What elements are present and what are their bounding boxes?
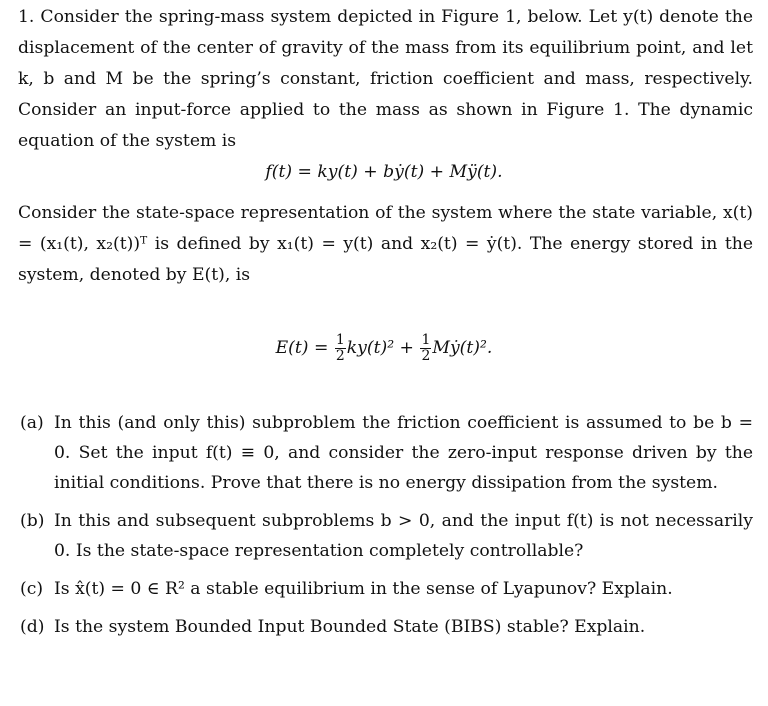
subproblem-text: Is the system Bounded Input Bounded State (BIBS) stable? Explain. (54, 617, 646, 637)
fraction-2-denominator: 2 (421, 348, 431, 364)
intro-paragraph (18, 2, 753, 157)
subproblem-text: Is x̂(t) = 0 ∈ R² a stable equilibrium in the sense of Lyapunov? Explain. (54, 579, 673, 599)
subproblem-a (18, 408, 753, 498)
fraction-half-1 (335, 333, 346, 364)
energy-term-2: Mẏ(t)². (432, 338, 493, 358)
subproblem-label: (c) (20, 579, 44, 599)
fraction-2-numerator: 1 (421, 332, 431, 348)
subproblem-list (18, 408, 753, 650)
dynamic-equation: f(t) = ky(t) + bẏ(t) + Mÿ(t). (265, 162, 503, 182)
state-space-paragraph: Consider the state-space representation of the system where the state variable, x(t) = (x₁(t), x₂(t))ᵀ is defined by x₁(t) = y(t) and x₂(t) = ẏ(t). The energy stored in the system, denoted by E(t), is (18, 203, 753, 285)
subproblem-label: (b) (20, 511, 45, 531)
subproblem-c (18, 574, 753, 604)
subproblem-text: In this (and only this) subproblem the friction coefficient is assumed to be b = 0. Set the input f(t) ≡ 0, and consider the zero-input response driven by the initial conditions. Prove that there is no energy dissipation from the system. (54, 413, 753, 493)
subproblem-b (18, 506, 753, 566)
energy-term-1: ky(t)² + (346, 338, 420, 358)
subproblem-d (18, 612, 753, 642)
fraction-half-2 (420, 333, 431, 364)
subproblem-label: (a) (20, 413, 44, 433)
energy-equation (0, 328, 768, 368)
subproblem-text: In this and subsequent subproblems b > 0, and the input f(t) is not necessarily 0. Is the state-space representation completely controllable? (54, 511, 753, 561)
fraction-1-denominator: 2 (335, 348, 345, 364)
question-number: 1. (18, 7, 35, 27)
subproblem-label: (d) (20, 617, 45, 637)
fraction-1-numerator: 1 (335, 332, 345, 348)
energy-lhs: E(t) = (275, 338, 334, 358)
intro-text: Consider the spring-mass system depicted in Figure 1, below. Let y(t) denote the displacement of the center of gravity of the mass from its equilibrium point, and let k, b and M be the spring’s constant, friction coefficient and mass, respectively. Consider an input-force applied to the mass as shown in Figure 1. The dynamic equation of the system is (18, 7, 753, 151)
